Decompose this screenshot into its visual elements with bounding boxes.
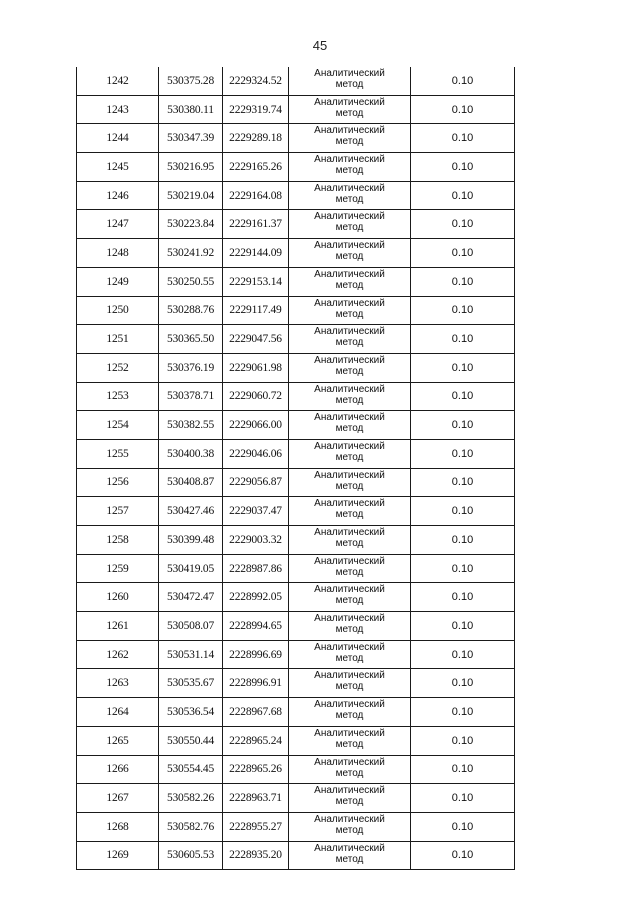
point-number-cell: 1263 — [77, 669, 159, 698]
method-line-2: метод — [335, 595, 364, 607]
method-line-1: Аналитический — [314, 154, 385, 166]
precision-cell: 0.10 — [411, 382, 515, 411]
precision-cell: 0.10 — [411, 755, 515, 784]
method-line-2: метод — [335, 796, 364, 808]
precision-cell: 0.10 — [411, 67, 515, 95]
method-line-2: метод — [335, 538, 364, 549]
method-line-2: метод — [335, 165, 364, 177]
point-number-cell: 1244 — [77, 124, 159, 153]
point-number-cell: 1258 — [77, 526, 159, 555]
point-number-cell: 1250 — [77, 296, 159, 325]
coordinates-table-container — [76, 67, 514, 870]
table-row — [77, 181, 515, 210]
y-coordinate-cell: 2229289.18 — [223, 124, 289, 153]
method-line-1: Аналитический — [314, 584, 385, 596]
method-line-2: метод — [335, 193, 364, 205]
precision-cell: 0.10 — [411, 468, 515, 497]
method-line-1: Аналитический — [314, 68, 385, 79]
y-coordinate-cell: 2228965.24 — [223, 726, 289, 755]
table-row — [77, 382, 515, 411]
x-coordinate-cell: 530550.44 — [159, 726, 223, 755]
table-row — [77, 640, 515, 669]
point-number-cell: 1247 — [77, 210, 159, 239]
method-cell — [289, 267, 411, 296]
precision-cell: 0.10 — [411, 497, 515, 526]
x-coordinate-cell: 530250.55 — [159, 267, 223, 296]
table-row — [77, 239, 515, 268]
method-line-1: Аналитический — [314, 756, 385, 768]
precision-cell: 0.10 — [411, 669, 515, 698]
x-coordinate-cell: 530378.71 — [159, 382, 223, 411]
method-line-2: метод — [335, 652, 364, 664]
method-cell — [289, 841, 411, 870]
point-number-cell: 1267 — [77, 784, 159, 813]
method-cell — [289, 640, 411, 669]
table-row — [77, 296, 515, 325]
x-coordinate-cell: 530365.50 — [159, 325, 223, 354]
method-line-1: Аналитический — [314, 354, 385, 366]
table-row — [77, 124, 515, 153]
point-number-cell: 1262 — [77, 640, 159, 669]
table-row — [77, 554, 515, 583]
method-line-1: Аналитический — [314, 699, 385, 711]
method-line-1: Аналитический — [314, 326, 385, 338]
point-number-cell: 1242 — [77, 67, 159, 95]
x-coordinate-cell: 530380.11 — [159, 95, 223, 124]
method-cell — [289, 669, 411, 698]
method-cell — [289, 755, 411, 784]
y-coordinate-cell: 2229061.98 — [223, 353, 289, 382]
method-cell — [289, 124, 411, 153]
point-number-cell: 1257 — [77, 497, 159, 526]
precision-cell: 0.10 — [411, 439, 515, 468]
x-coordinate-cell: 530536.54 — [159, 698, 223, 727]
table-row — [77, 841, 515, 870]
point-number-cell: 1261 — [77, 612, 159, 641]
point-number-cell: 1268 — [77, 812, 159, 841]
precision-cell: 0.10 — [411, 325, 515, 354]
method-line-2: метод — [335, 365, 364, 377]
x-coordinate-cell: 530375.28 — [159, 67, 223, 95]
x-coordinate-cell: 530427.46 — [159, 497, 223, 526]
x-coordinate-cell: 530554.45 — [159, 755, 223, 784]
method-cell — [289, 153, 411, 182]
y-coordinate-cell: 2229046.06 — [223, 439, 289, 468]
precision-cell: 0.10 — [411, 210, 515, 239]
method-line-1: Аналитический — [314, 125, 385, 137]
point-number-cell: 1245 — [77, 153, 159, 182]
method-line-2: метод — [335, 710, 364, 722]
point-number-cell: 1254 — [77, 411, 159, 440]
x-coordinate-cell: 530605.53 — [159, 841, 223, 870]
method-line-1: Аналитический — [314, 842, 385, 854]
table-body — [77, 67, 515, 870]
method-line-1: Аналитический — [314, 670, 385, 682]
precision-cell: 0.10 — [411, 267, 515, 296]
method-cell — [289, 726, 411, 755]
method-line-1: Аналитический — [314, 498, 385, 510]
coordinates-table — [76, 67, 515, 870]
method-cell — [289, 353, 411, 382]
table-row — [77, 325, 515, 354]
point-number-cell: 1256 — [77, 468, 159, 497]
table-row — [77, 95, 515, 124]
method-line-1: Аналитический — [314, 785, 385, 797]
table-row — [77, 439, 515, 468]
method-cell — [289, 382, 411, 411]
y-coordinate-cell: 2229060.72 — [223, 382, 289, 411]
method-cell — [289, 239, 411, 268]
precision-cell: 0.10 — [411, 353, 515, 382]
method-line-2: метод — [335, 624, 364, 636]
precision-cell: 0.10 — [411, 526, 515, 555]
point-number-cell: 1266 — [77, 755, 159, 784]
method-line-1: Аналитический — [314, 297, 385, 309]
method-line-2: метод — [335, 107, 364, 119]
precision-cell: 0.10 — [411, 411, 515, 440]
x-coordinate-cell: 530382.55 — [159, 411, 223, 440]
precision-cell: 0.10 — [411, 239, 515, 268]
method-line-2: метод — [335, 451, 364, 463]
x-coordinate-cell: 530241.92 — [159, 239, 223, 268]
method-line-1: Аналитический — [314, 240, 385, 252]
y-coordinate-cell: 2229319.74 — [223, 95, 289, 124]
point-number-cell: 1248 — [77, 239, 159, 268]
x-coordinate-cell: 530508.07 — [159, 612, 223, 641]
y-coordinate-cell: 2228992.05 — [223, 583, 289, 612]
precision-cell: 0.10 — [411, 296, 515, 325]
y-coordinate-cell: 2229165.26 — [223, 153, 289, 182]
x-coordinate-cell: 530582.26 — [159, 784, 223, 813]
point-number-cell: 1251 — [77, 325, 159, 354]
point-number-cell: 1265 — [77, 726, 159, 755]
y-coordinate-cell: 2228996.69 — [223, 640, 289, 669]
y-coordinate-cell: 2228994.65 — [223, 612, 289, 641]
x-coordinate-cell: 530216.95 — [159, 153, 223, 182]
method-line-2: метод — [335, 136, 364, 148]
method-line-2: метод — [335, 681, 364, 693]
method-line-1: Аналитический — [314, 412, 385, 424]
method-line-2: метод — [335, 509, 364, 521]
method-cell — [289, 210, 411, 239]
table-row — [77, 67, 515, 95]
method-line-1: Аналитический — [314, 555, 385, 567]
method-cell — [289, 67, 411, 95]
y-coordinate-cell: 2229003.32 — [223, 526, 289, 555]
method-line-1: Аналитический — [314, 211, 385, 223]
point-number-cell: 1246 — [77, 181, 159, 210]
method-line-1: Аналитический — [314, 813, 385, 825]
y-coordinate-cell: 2228965.26 — [223, 755, 289, 784]
point-number-cell: 1253 — [77, 382, 159, 411]
precision-cell: 0.10 — [411, 554, 515, 583]
precision-cell: 0.10 — [411, 726, 515, 755]
method-line-1: Аналитический — [314, 613, 385, 625]
precision-cell: 0.10 — [411, 698, 515, 727]
method-cell — [289, 439, 411, 468]
point-number-cell: 1249 — [77, 267, 159, 296]
method-cell — [289, 468, 411, 497]
table-row — [77, 612, 515, 641]
point-number-cell: 1255 — [77, 439, 159, 468]
y-coordinate-cell: 2229144.09 — [223, 239, 289, 268]
method-line-1: Аналитический — [314, 641, 385, 653]
method-line-2: метод — [335, 738, 364, 750]
x-coordinate-cell: 530531.14 — [159, 640, 223, 669]
table-row — [77, 497, 515, 526]
precision-cell: 0.10 — [411, 181, 515, 210]
y-coordinate-cell: 2228987.86 — [223, 554, 289, 583]
table-row — [77, 784, 515, 813]
method-cell — [289, 411, 411, 440]
method-cell — [289, 296, 411, 325]
table-row — [77, 468, 515, 497]
y-coordinate-cell: 2228935.20 — [223, 841, 289, 870]
x-coordinate-cell: 530288.76 — [159, 296, 223, 325]
method-line-2: метод — [335, 824, 364, 836]
table-row — [77, 583, 515, 612]
table-row — [77, 755, 515, 784]
method-line-2: метод — [335, 423, 364, 435]
precision-cell: 0.10 — [411, 841, 515, 870]
y-coordinate-cell: 2229037.47 — [223, 497, 289, 526]
y-coordinate-cell: 2228996.91 — [223, 669, 289, 698]
precision-cell: 0.10 — [411, 612, 515, 641]
method-line-2: метод — [335, 279, 364, 291]
method-line-2: метод — [335, 79, 364, 90]
y-coordinate-cell: 2229324.52 — [223, 67, 289, 95]
method-cell — [289, 583, 411, 612]
method-line-1: Аналитический — [314, 268, 385, 280]
x-coordinate-cell: 530472.47 — [159, 583, 223, 612]
x-coordinate-cell: 530223.84 — [159, 210, 223, 239]
precision-cell: 0.10 — [411, 640, 515, 669]
y-coordinate-cell: 2229153.14 — [223, 267, 289, 296]
y-coordinate-cell: 2229117.49 — [223, 296, 289, 325]
method-line-1: Аналитический — [314, 527, 385, 538]
method-cell — [289, 325, 411, 354]
y-coordinate-cell: 2228955.27 — [223, 812, 289, 841]
method-line-2: метод — [335, 251, 364, 263]
x-coordinate-cell: 530419.05 — [159, 554, 223, 583]
y-coordinate-cell: 2229066.00 — [223, 411, 289, 440]
table-row — [77, 267, 515, 296]
precision-cell: 0.10 — [411, 153, 515, 182]
point-number-cell: 1264 — [77, 698, 159, 727]
y-coordinate-cell: 2228963.71 — [223, 784, 289, 813]
method-line-1: Аналитический — [314, 383, 385, 395]
precision-cell: 0.10 — [411, 95, 515, 124]
method-cell — [289, 784, 411, 813]
table-row — [77, 353, 515, 382]
method-line-1: Аналитический — [314, 96, 385, 108]
x-coordinate-cell: 530376.19 — [159, 353, 223, 382]
x-coordinate-cell: 530399.48 — [159, 526, 223, 555]
point-number-cell: 1243 — [77, 95, 159, 124]
method-cell — [289, 612, 411, 641]
method-line-2: метод — [335, 767, 364, 779]
method-line-2: метод — [335, 222, 364, 234]
x-coordinate-cell: 530408.87 — [159, 468, 223, 497]
precision-cell: 0.10 — [411, 812, 515, 841]
y-coordinate-cell: 2229047.56 — [223, 325, 289, 354]
point-number-cell: 1252 — [77, 353, 159, 382]
point-number-cell: 1259 — [77, 554, 159, 583]
table-row — [77, 411, 515, 440]
method-line-1: Аналитический — [314, 469, 385, 481]
table-row — [77, 698, 515, 727]
method-cell — [289, 95, 411, 124]
x-coordinate-cell: 530582.76 — [159, 812, 223, 841]
method-cell — [289, 526, 411, 555]
method-line-2: метод — [335, 337, 364, 349]
x-coordinate-cell: 530347.39 — [159, 124, 223, 153]
table-row — [77, 210, 515, 239]
table-row — [77, 669, 515, 698]
method-cell — [289, 181, 411, 210]
method-cell — [289, 812, 411, 841]
method-line-2: метод — [335, 480, 364, 492]
y-coordinate-cell: 2229161.37 — [223, 210, 289, 239]
x-coordinate-cell: 530535.67 — [159, 669, 223, 698]
method-cell — [289, 698, 411, 727]
method-line-2: метод — [335, 566, 364, 578]
table-row — [77, 526, 515, 555]
y-coordinate-cell: 2228967.68 — [223, 698, 289, 727]
table-row — [77, 726, 515, 755]
precision-cell: 0.10 — [411, 784, 515, 813]
point-number-cell: 1260 — [77, 583, 159, 612]
page-number: 45 — [312, 38, 328, 53]
y-coordinate-cell: 2229056.87 — [223, 468, 289, 497]
method-line-1: Аналитический — [314, 727, 385, 739]
method-line-2: метод — [335, 308, 364, 320]
table-row — [77, 153, 515, 182]
method-line-1: Аналитический — [314, 182, 385, 194]
method-line-2: метод — [335, 394, 364, 406]
method-line-2: метод — [335, 853, 364, 865]
x-coordinate-cell: 530219.04 — [159, 181, 223, 210]
method-cell — [289, 497, 411, 526]
method-cell — [289, 554, 411, 583]
precision-cell: 0.10 — [411, 583, 515, 612]
method-line-1: Аналитический — [314, 440, 385, 452]
table-row — [77, 812, 515, 841]
y-coordinate-cell: 2229164.08 — [223, 181, 289, 210]
precision-cell: 0.10 — [411, 124, 515, 153]
x-coordinate-cell: 530400.38 — [159, 439, 223, 468]
point-number-cell: 1269 — [77, 841, 159, 870]
